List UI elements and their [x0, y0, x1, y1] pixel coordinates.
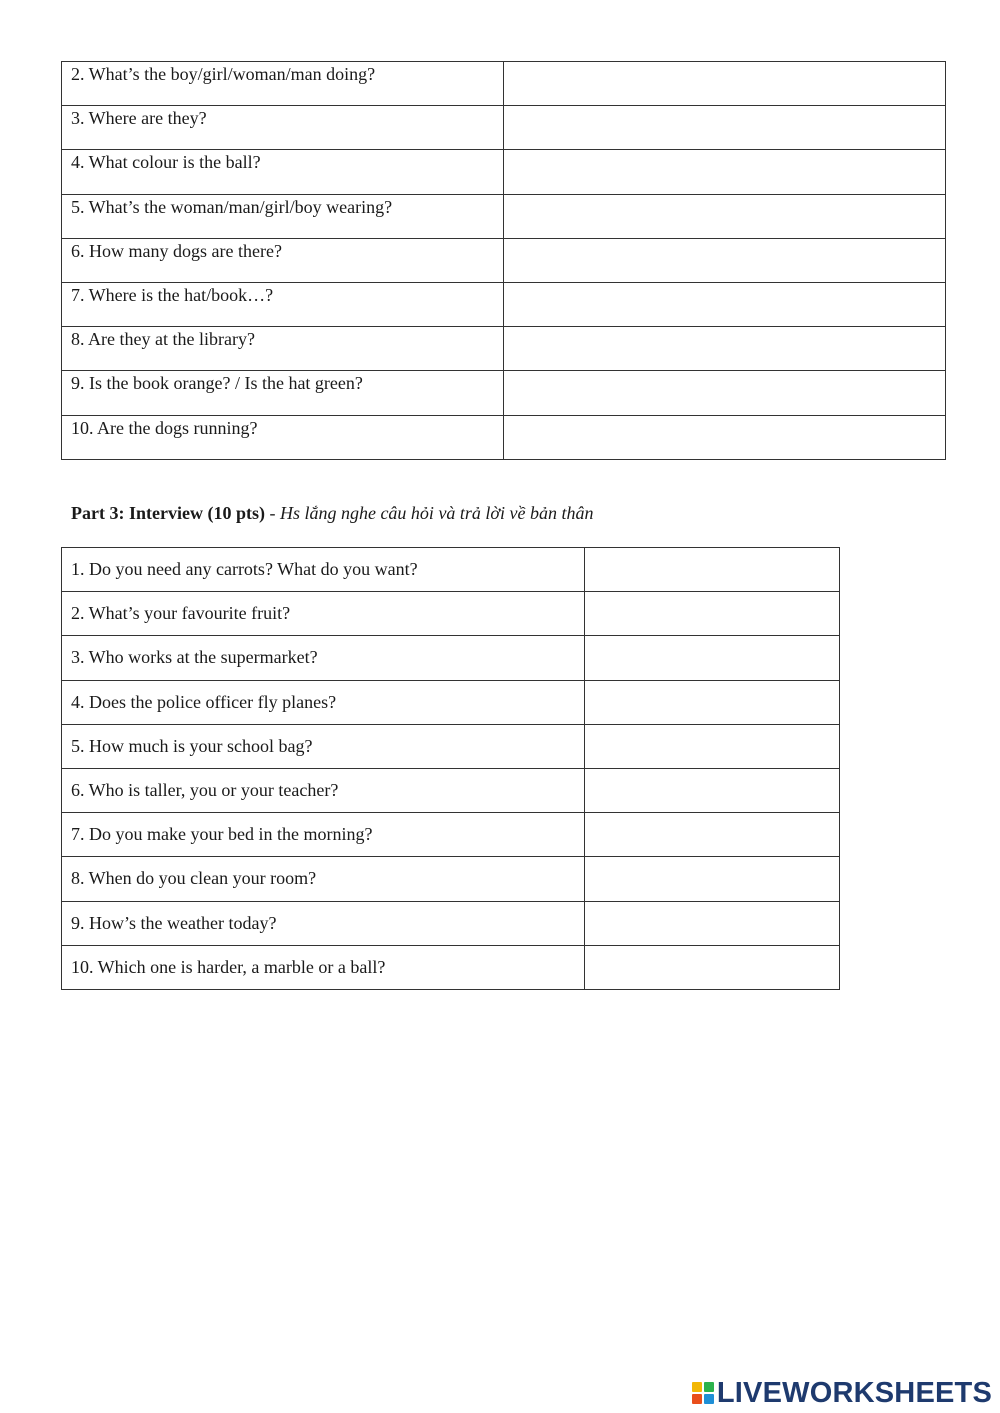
part2-question-table [61, 61, 946, 460]
question-cell: 2. What’s the boy/girl/woman/man doing? [62, 62, 504, 106]
question-cell: 1. Do you need any carrots? What do you want? [62, 548, 585, 592]
part3-heading-instruction: Hs lắng nghe câu hỏi và trả lời về bản thân [279, 503, 594, 523]
answer-cell[interactable] [504, 150, 946, 194]
answer-cell[interactable] [504, 106, 946, 150]
table-row [62, 415, 946, 459]
question-cell: 5. How much is your school bag? [62, 724, 585, 768]
part2-table-body [62, 62, 946, 460]
answer-cell[interactable] [585, 857, 840, 901]
answer-cell[interactable] [504, 327, 946, 371]
table-row [62, 857, 840, 901]
answer-cell[interactable] [585, 945, 840, 989]
table-row [62, 371, 946, 415]
logo-block [692, 1394, 702, 1404]
question-cell: 3. Who works at the supermarket? [62, 636, 585, 680]
question-cell: 4. What colour is the ball? [62, 150, 504, 194]
table-row [62, 150, 946, 194]
answer-cell[interactable] [585, 768, 840, 812]
question-cell: 6. How many dogs are there? [62, 238, 504, 282]
table-row [62, 724, 840, 768]
question-cell: 8. When do you clean your room? [62, 857, 585, 901]
part3-interview-table [61, 547, 840, 990]
question-cell: 9. How’s the weather today? [62, 901, 585, 945]
question-cell: 7. Where is the hat/book…? [62, 282, 504, 326]
logo-block [692, 1382, 702, 1392]
answer-cell[interactable] [504, 194, 946, 238]
question-cell: 7. Do you make your bed in the morning? [62, 813, 585, 857]
question-cell: 4. Does the police officer fly planes? [62, 680, 585, 724]
table-row [62, 548, 840, 592]
logo-blocks-icon [692, 1382, 714, 1404]
table-row [62, 592, 840, 636]
table-row [62, 680, 840, 724]
answer-cell[interactable] [504, 238, 946, 282]
table-row [62, 238, 946, 282]
logo-text: LIVEWORKSHEETS [716, 1376, 992, 1409]
table-row [62, 901, 840, 945]
question-cell: 5. What’s the woman/man/girl/boy wearing? [62, 194, 504, 238]
question-cell: 8. Are they at the library? [62, 327, 504, 371]
answer-cell[interactable] [585, 901, 840, 945]
question-cell: 2. What’s your favourite fruit? [62, 592, 585, 636]
liveworksheets-logo[interactable] [692, 1375, 992, 1411]
question-cell: 9. Is the book orange? / Is the hat green? [62, 371, 504, 415]
question-cell: 10. Which one is harder, a marble or a ball? [62, 945, 585, 989]
part3-table-body [62, 548, 840, 990]
table-row [62, 768, 840, 812]
table-row [62, 62, 946, 106]
question-cell: 6. Who is taller, you or your teacher? [62, 768, 585, 812]
answer-cell[interactable] [585, 724, 840, 768]
part3-heading-separator: - [264, 503, 280, 523]
logo-block [704, 1382, 714, 1392]
answer-cell[interactable] [585, 636, 840, 680]
table-row [62, 194, 946, 238]
table-row [62, 106, 946, 150]
part3-heading-title: Part 3: Interview (10 pts) [71, 503, 265, 523]
answer-cell[interactable] [585, 680, 840, 724]
answer-cell[interactable] [585, 813, 840, 857]
answer-cell[interactable] [585, 548, 840, 592]
answer-cell[interactable] [585, 592, 840, 636]
table-row [62, 327, 946, 371]
table-row [62, 813, 840, 857]
answer-cell[interactable] [504, 62, 946, 106]
answer-cell[interactable] [504, 282, 946, 326]
part3-heading [71, 503, 594, 524]
table-row [62, 945, 840, 989]
table-row [62, 282, 946, 326]
answer-cell[interactable] [504, 415, 946, 459]
logo-block [704, 1394, 714, 1404]
question-cell: 3. Where are they? [62, 106, 504, 150]
answer-cell[interactable] [504, 371, 946, 415]
table-row [62, 636, 840, 680]
question-cell: 10. Are the dogs running? [62, 415, 504, 459]
